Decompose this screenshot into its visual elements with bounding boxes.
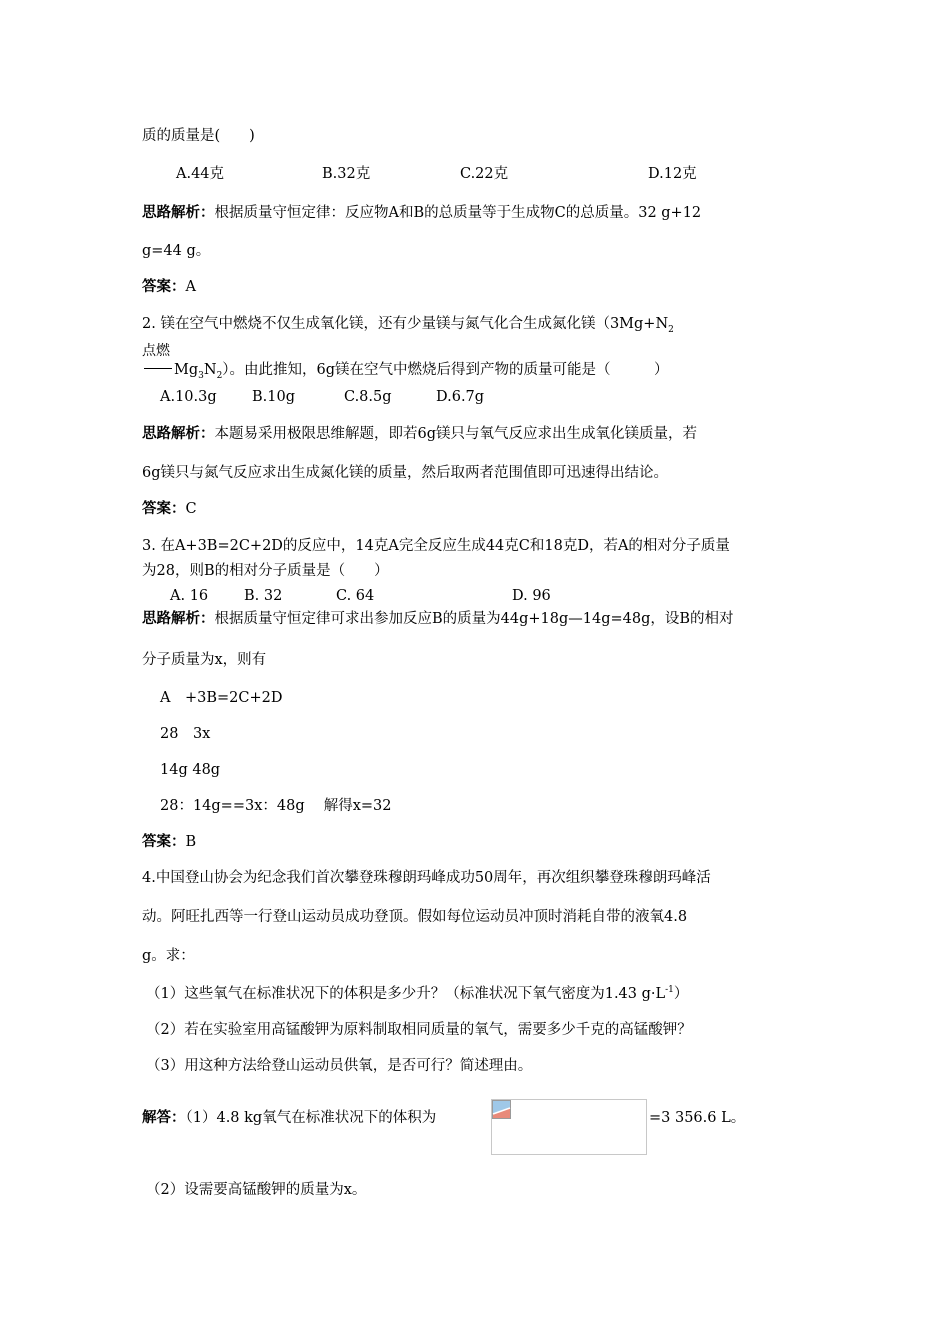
q3-option-d: D. 96 [512,588,551,604]
q3-answer-label: 答案： [142,833,186,850]
formula-image-placeholder [491,1099,647,1155]
q2-mg: Mg [174,362,199,378]
q2-answer-label: 答案： [142,500,186,517]
q3-option-a: A. 16 [170,588,209,604]
q1-analysis-text: 根据质量守恒定律：反应物A和B的总质量等于生成物C的总质量。32 g+12 [214,205,702,221]
broken-image-icon [492,1100,511,1119]
q3-option-c: C. 64 [336,588,375,604]
q4-stem-line1: 4.中国登山协会为纪念我们首次攀登珠穆朗玛峰成功50周年，再次组织攀登珠穆朗玛峰活 [142,870,711,886]
q2-option-c: C.8.5g [344,389,392,405]
q1-answer [142,277,196,297]
q2-stem-text2: ）。由此推知，6g镁在空气中燃烧后得到产物的质量可能是（ ） [222,362,669,378]
q1-stem-tail: 质的质量是( ) [142,128,255,144]
q2-sub-2: 2 [216,370,223,381]
q1-analysis-line1 [142,203,701,223]
q1-analysis-line2: g=44 g。 [142,243,211,259]
q2-answer [142,499,197,519]
q4-sub1-sup: -1 [665,985,674,996]
q1-answer-value: A [185,279,196,295]
q2-analysis-label: 思路解析： [142,425,215,442]
q2-stem-line2 [174,360,669,380]
q2-option-b: B.10g [252,389,295,405]
q1-option-c: C.22克 [460,166,509,182]
q3-calc-line4: 28：14g==3x：48g 解得x=32 [160,798,392,814]
q1-option-a: A.44克 [176,166,225,182]
q2-subscript: 2 [668,324,674,335]
q3-analysis-line2: 分子质量为x，则有 [142,652,267,668]
q2-analysis-line2: 6g镁只与氮气反应求出生成氮化镁的质量，然后取两者范围值即可迅速得出结论。 [142,465,669,481]
q4-answer-line1 [142,1108,436,1128]
q2-reaction-condition: 点燃 [142,343,170,359]
q2-analysis-text: 本题易采用极限思维解题，即若6g镁只与氧气反应求出生成氧化镁质量，若 [214,426,698,442]
q3-analysis-line1 [142,609,734,629]
q1-answer-label: 答案： [142,278,186,295]
q1-analysis-label: 思路解析： [142,204,215,221]
q2-option-d: D.6.7g [436,389,485,405]
q4-sub2: （2）若在实验室用高锰酸钾为原料制取相同质量的氧气，需要多少千克的高锰酸钾？ [146,1022,692,1038]
q1-option-b: B.32克 [322,166,371,182]
q3-stem-line2: 为28，则B的相对分子质量是（ ） [142,563,389,579]
q4-answer-text: （1）4.8 kg氧气在标准状况下的体积为 [185,1110,437,1126]
q3-answer [142,832,196,852]
q3-calc-line2: 28 3x [160,726,211,742]
q2-option-a: A.10.3g [160,389,217,405]
q4-sub1-text: （1）这些氧气在标准状况下的体积是多少升？（标准状况下氧气密度为1.43 g·L [146,986,666,1002]
q3-analysis-label: 思路解析： [142,610,215,627]
q4-sub3: （3）用这种方法给登山运动员供氧，是否可行？简述理由。 [146,1058,533,1074]
q2-n: N [203,362,217,378]
q2-sub-3: 3 [198,370,204,381]
q3-option-b: B. 32 [244,588,283,604]
q4-sub1-end: ） [673,986,689,1002]
q4-answer-label: 解答： [142,1109,186,1126]
q3-calc-line3: 14g 48g [160,762,221,778]
q4-answer-line2: （2）设需要高锰酸钾的质量为x。 [146,1182,367,1198]
q3-calc-line1: A +3B=2C+2D [160,690,283,706]
q2-stem-line1 [142,314,674,334]
q4-answer-result: =3 356.6 L。 [649,1110,746,1126]
q4-sub1 [146,984,688,1004]
q2-stem-text: 2. 镁在空气中燃烧不仅生成氧化镁，还有少量镁与氮气化合生成氮化镁（3Mg+N [142,316,669,332]
q2-answer-value: C [185,501,197,517]
q3-stem-line1: 3. 在A+3B=2C+2D的反应中，14克A完全反应生成44克C和18克D，若A的相对分子质量 [142,538,730,554]
q4-stem-line2: 动。阿旺扎西等一行登山运动员成功登顶。假如每位运动员冲顶时消耗自带的液氧4.8 [142,909,688,925]
q3-answer-value: B [185,834,197,850]
q1-option-d: D.12克 [648,166,697,182]
q3-analysis-text: 根据质量守恒定律可求出参加反应B的质量为44g+18g—14g=48g，设B的相对 [214,611,734,627]
q2-analysis-line1 [142,424,697,444]
q4-stem-line3: g。求： [142,948,195,964]
q2-reaction-arrow [144,368,172,369]
